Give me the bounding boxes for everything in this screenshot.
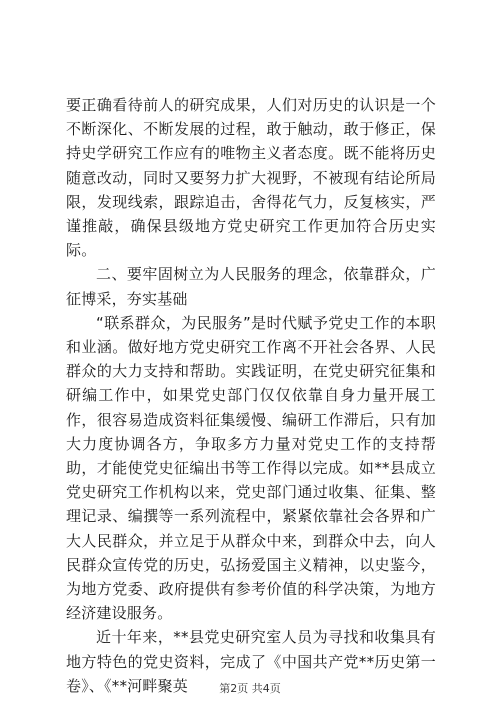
paragraph-decade: 近十年来，**县党史研究室人员为寻找和收集具有地方特色的党史资料，完成了《中国共产党**历史第一卷》、《**河畔聚英	[66, 628, 436, 695]
paragraph-mass-line: “联系群众，为民服务”是时代赋予党史工作的本职和业涵。做好地方党史研究工作离不开社会各界、人民群众的大力支持和帮助。实践证明，在党史研究征集和研编工作中，如果党史部门仅仅依靠自身力量开展工作，很容易造成资料征集缓慢、编研工作滞后，只有加大力度协调各方，争取多方力量对党史工作的支持帮助，才能使党史征编出书等工作得以完成。如**县成立党史研究工作机构以来，党史部门通过收集、征集、整理记录、编撰等一系列流程中，紧紧依靠社会各界和广大人民群众，并立足于从群众中来，到群众中去，向人民群众宣传党的历史，弘扬爱国主义精神，以史鉴今，为地方党委、政府提供有参考价值的科学决策，为地方经济建设服务。	[66, 313, 436, 623]
section-heading: 二、要牢固树立为人民服务的理念，依靠群众，广征博采，夯实基础	[66, 265, 436, 308]
document-body	[66, 93, 436, 698]
paragraph-conclusion: 要正确看待前人的研究成果，人们对历史的认识是一个不断深化、不断发展的过程，敢于触动，敢于修正，保持史学研究工作应有的唯物主义者态度。既不能将历史随意改动，同时又要努力扩大视野，不被现有结论所局限，发现线索，跟踪追击，舍得花气力，反复核实，严谨推敲，确保县级地方党史研究工作更加符合历史实际。	[66, 96, 436, 260]
page-footer: 第2页 共4页	[219, 682, 281, 695]
